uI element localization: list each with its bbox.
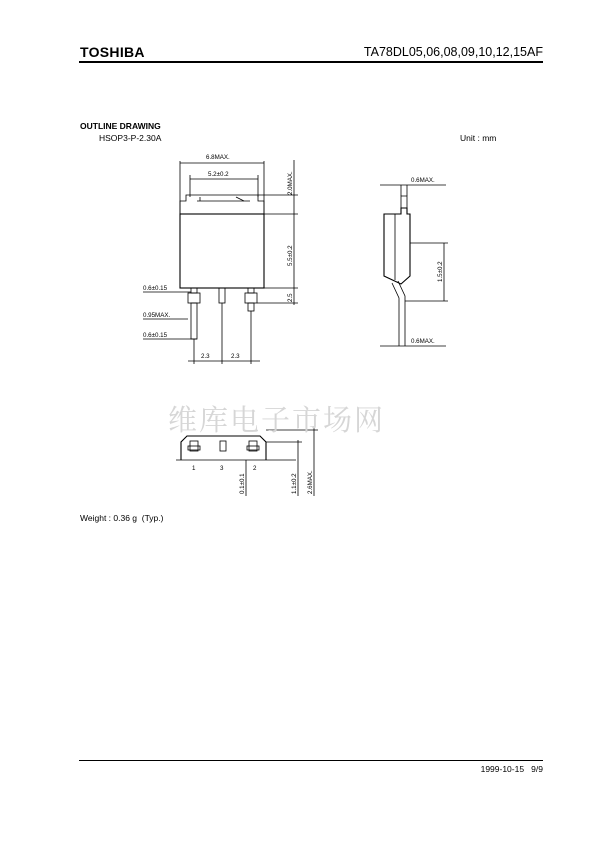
side-view (380, 177, 448, 346)
footer-rule (79, 760, 543, 761)
dim-thickness: 1.1±0.2 (291, 473, 298, 494)
dim-side-height: 1.5±0.2 (437, 261, 444, 282)
section-title: OUTLINE DRAWING (80, 121, 161, 131)
dim-body-height: 5.5±0.2 (287, 245, 294, 266)
weight-note: Weight : 0.36 g (Typ.) (80, 513, 164, 523)
brand-logo: TOSHIBA (80, 44, 145, 60)
dim-standoff: 0.1±0.1 (239, 473, 246, 494)
watermark: 维库电子市场网 (168, 403, 386, 437)
package-code: HSOP3-P-2.30A (99, 133, 162, 143)
dim-side-top: 0.6MAX. (411, 177, 435, 184)
top-view (143, 154, 298, 364)
unit-label: Unit : mm (460, 133, 497, 143)
part-number: TA78DL05,06,08,09,10,12,15AF (363, 45, 543, 59)
dim-side-bottom: 0.6MAX. (411, 338, 435, 345)
pin-label-3: 3 (220, 465, 224, 472)
footer (481, 764, 543, 774)
dim-pitch-b: 2.3 (231, 353, 240, 360)
dim-total-max: 2.6MAX. (307, 470, 314, 494)
dim-tab-width: 5.2±0.2 (208, 171, 229, 178)
dim-pitch-a: 2.3 (201, 353, 210, 360)
dim-width-max: 6.8MAX. (206, 154, 230, 161)
pin-label-1: 1 (192, 465, 196, 472)
pin-label-2: 2 (253, 465, 257, 472)
footer-date: 1999-10-15 (480, 764, 525, 774)
dim-top-max: 2.0MAX. (287, 171, 294, 195)
dim-lead-max: 0.95MAX. (143, 312, 171, 319)
dim-lead-len: 2.5 (287, 293, 294, 302)
footer-page: 9/9 (531, 764, 543, 774)
dim-lead-width: 0.6±0.15 (143, 285, 168, 292)
dim-lead-width2: 0.6±0.15 (143, 332, 168, 339)
